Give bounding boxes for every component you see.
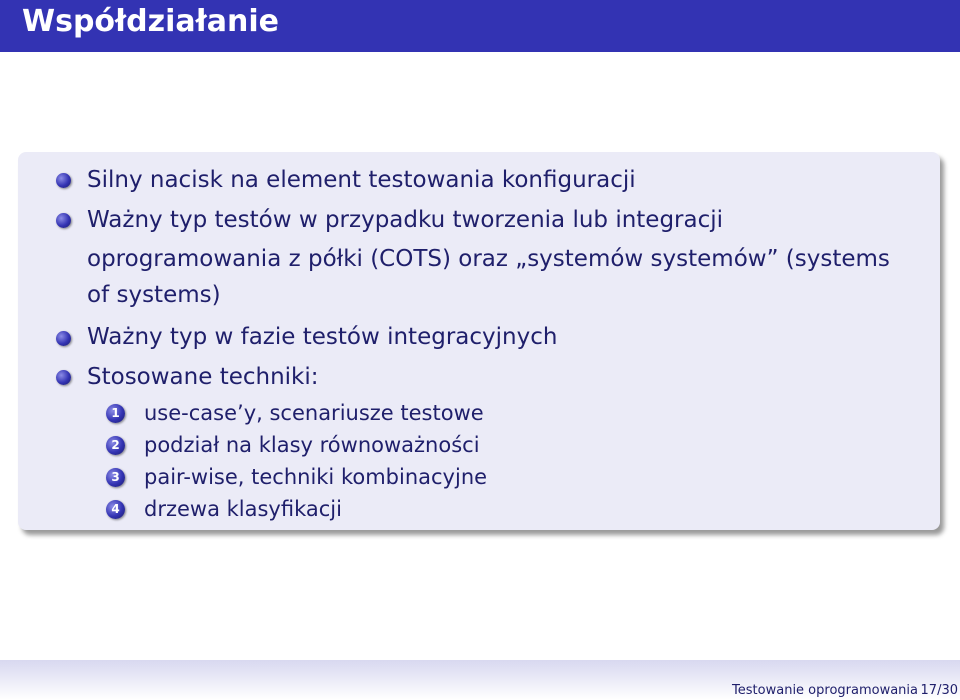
technique-item-3: pair-wise, techniki kombinacyjne	[144, 465, 488, 489]
bullet-icon	[56, 331, 71, 346]
bullet-icon	[56, 370, 71, 385]
number-2-icon: 2	[106, 436, 125, 455]
title-bar	[0, 0, 960, 52]
page-number: 17/30	[920, 683, 958, 698]
number-1-icon: 1	[106, 404, 125, 423]
slide-title: Współdziałanie	[22, 4, 279, 39]
list-item-2-line-2: oprogramowania z półki (COTS) oraz „systemów systemów” (systems	[87, 246, 890, 272]
list-item-2-line-1: Ważny typ testów w przypadku tworzenia lub integracji	[87, 207, 724, 233]
list-item-3: Ważny typ w fazie testów integracyjnych	[87, 324, 558, 350]
list-item-1: Silny nacisk na element testowania konfiguracji	[87, 167, 636, 193]
list-item-4: Stosowane techniki:	[87, 364, 319, 390]
list-item-2-line-3: of systems)	[87, 282, 221, 308]
footer-title: Testowanie oprogramowania	[732, 683, 918, 698]
technique-item-1: use-case’y, scenariusze testowe	[144, 401, 484, 425]
footer-bar	[0, 660, 960, 700]
bullet-icon	[56, 213, 71, 228]
number-4-icon: 4	[106, 500, 125, 519]
technique-item-2: podział na klasy równoważności	[144, 433, 480, 457]
bullet-icon	[56, 173, 71, 188]
technique-item-4: drzewa klasyfikacji	[144, 497, 342, 521]
number-3-icon: 3	[106, 468, 125, 487]
